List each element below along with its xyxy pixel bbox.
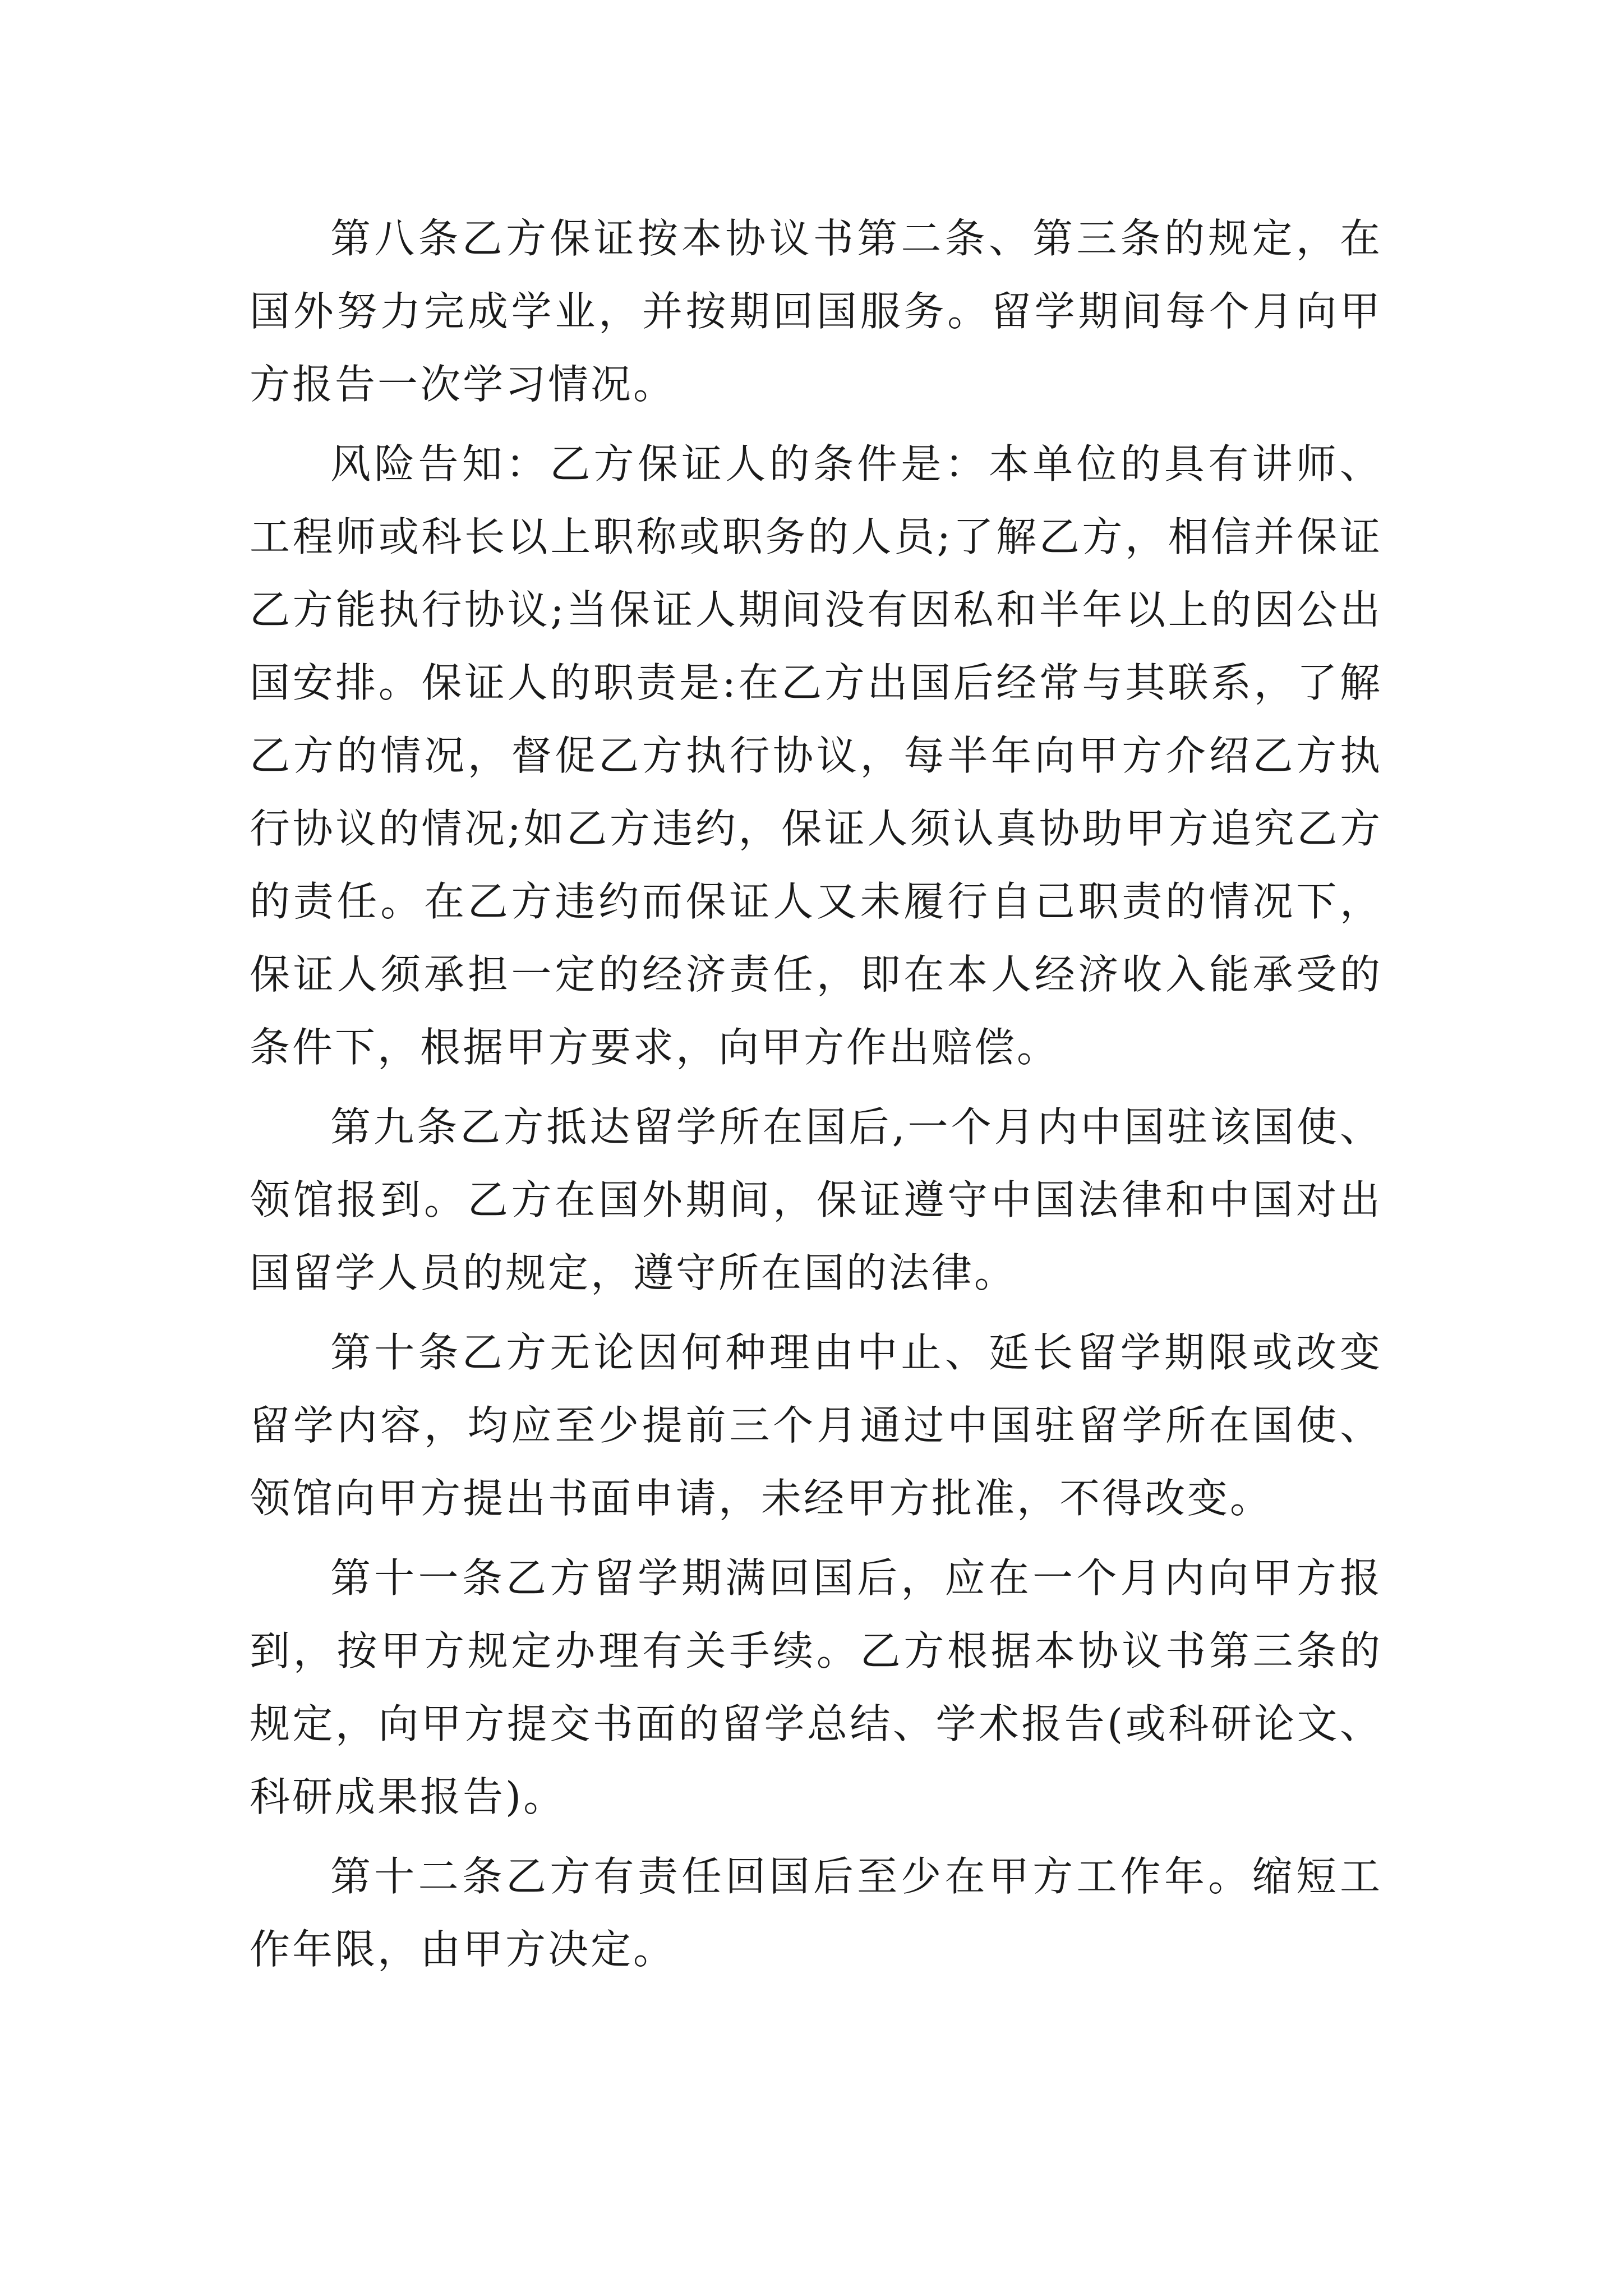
paragraph-article-12: 第十二条乙方有责任回国后至少在甲方工作年。缩短工作年限，由甲方决定。 xyxy=(250,1853,1382,1973)
paragraph-article-11: 第十一条乙方留学期满回国后，应在一个月内向甲方报到，按甲方规定办理有关手续。乙方根据本协议书第三条的规定，向甲方提交书面的留学总结、学术报告(或科研论文、科研成果报告)。 xyxy=(250,1554,1382,1820)
paragraph-article-8: 第八条乙方保证按本协议书第二条、第三条的规定，在国外努力完成学业，并按期回国服务。留学期间每个月向甲方报告一次学习情况。 xyxy=(250,215,1382,408)
document-body xyxy=(250,202,1382,1993)
paragraph-article-10: 第十条乙方无论因何种理由中止、延长留学期限或改变留学内容，均应至少提前三个月通过中国驻留学所在国使、领馆向甲方提出书面申请，未经甲方批准，不得改变。 xyxy=(250,1329,1382,1522)
paragraph-article-9: 第九条乙方抵达留学所在国后,一个月内中国驻该国使、领馆报到。乙方在国外期间，保证遵守中国法律和中国对出国留学人员的规定，遵守所在国的法律。 xyxy=(250,1103,1382,1296)
paragraph-risk-notice: 风险告知：乙方保证人的条件是：本单位的具有讲师、工程师或科长以上职称或职务的人员;了解乙方，相信并保证乙方能执行协议;当保证人期间没有因私和半年以上的因公出国安排。保证人的职责是:在乙方出国后经常与其联系，了解乙方的情况，督促乙方执行协议，每半年向甲方介绍乙方执行协议的情况;如乙方违约，保证人须认真协助甲方追究乙方的责任。在乙方违约而保证人又未履行自己职责的情况下，保证人须承担一定的经济责任，即在本人经济收入能承受的条件下，根据甲方要求，向甲方作出赔偿。 xyxy=(250,440,1382,1071)
